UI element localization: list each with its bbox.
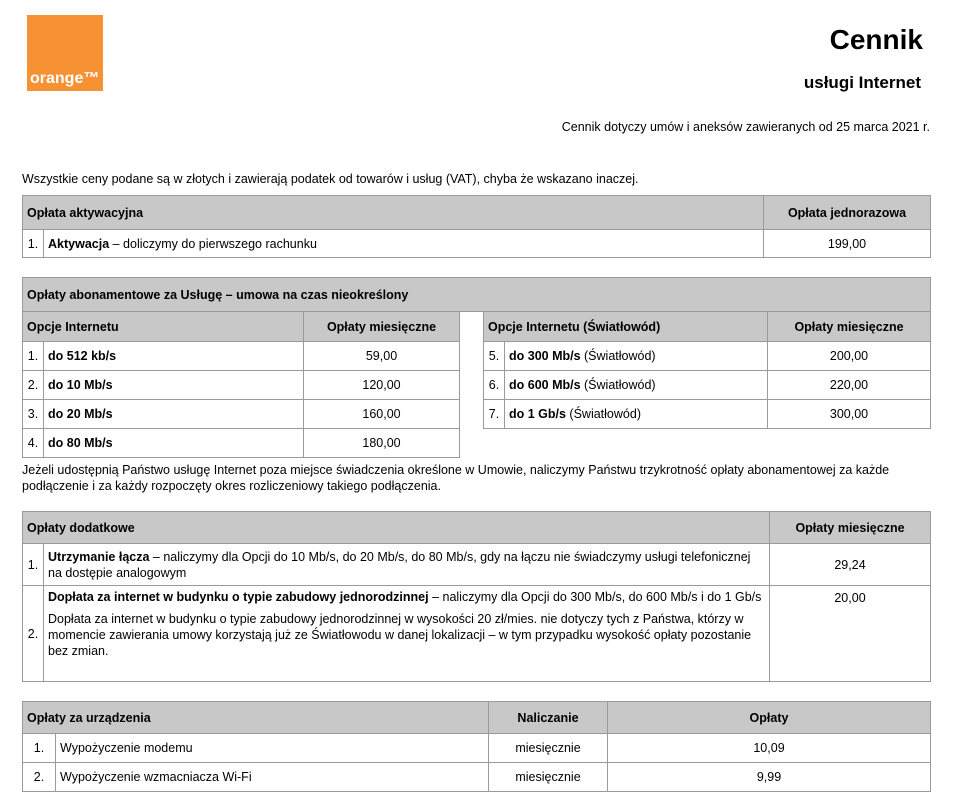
option-price: 59,00 (304, 342, 460, 371)
activation-price: 199,00 (764, 230, 931, 258)
option-name: do 10 Mb/s (44, 371, 304, 400)
device-name: Wypożyczenie wzmacniacza Wi-Fi (56, 763, 489, 792)
single-family-price: 20,00 (770, 586, 931, 682)
option-name: do 80 Mb/s (44, 429, 304, 458)
row-number: 1. (23, 230, 44, 258)
fiber-option-name: do 300 Mb/s (Światłowód) (505, 342, 768, 371)
page-title: Cennik (829, 24, 923, 55)
option-price: 120,00 (304, 371, 460, 400)
device-billing: miesięcznie (489, 734, 608, 763)
device-billing: miesięcznie (489, 763, 608, 792)
subscription-right-table (483, 311, 931, 429)
devices-table (22, 701, 931, 792)
activation-price-header: Opłata jednorazowa (764, 196, 931, 230)
fiber-option-name: do 1 Gb/s (Światłowód) (505, 400, 768, 429)
option-price: 180,00 (304, 429, 460, 458)
line-maintenance-fee: Utrzymanie łącza – naliczymy dla Opcji do 10 Mb/s, do 20 Mb/s, do 80 Mb/s, gdy na łączu nie świadczymy usługi telefonicznej na dostępie analogowym (44, 544, 770, 586)
fiber-monthly-header: Opłaty miesięczne (768, 312, 931, 342)
options-header: Opcje Internetu (23, 312, 304, 342)
row-number: 1. (23, 734, 56, 763)
vat-note: Wszystkie ceny podane są w złotych i zawierają podatek od towarów i usług (VAT), chyba że wskazano inaczej. (22, 172, 639, 186)
row-number: 6. (484, 371, 505, 400)
additional-price-header: Opłaty miesięczne (770, 512, 931, 544)
row-number: 2. (23, 763, 56, 792)
line-maintenance-price: 29,24 (770, 544, 931, 586)
row-number: 2. (23, 586, 44, 682)
orange-logo (27, 15, 103, 91)
device-price: 10,09 (608, 734, 931, 763)
devices-price-header: Opłaty (608, 702, 931, 734)
activation-row-label: Aktywacja – doliczymy do pierwszego rachunku (44, 230, 764, 258)
row-number: 3. (23, 400, 44, 429)
fiber-option-name: do 600 Mb/s (Światłowód) (505, 371, 768, 400)
logo-text: orange™ (30, 70, 100, 87)
single-family-surcharge: Dopłata za internet w budynku o typie zabudowy jednorodzinnej – naliczymy dla Opcji do 300 Mb/s, do 600 Mb/s i do 1 Gb/s Dopłata za internet w budynku o typie zabudowy jednorodzinnej w wysokości 20 zł/mies. nie dotyczy tych z Państwa, którzy w momencie zawierania umowy korzystają już ze Światłowodu w danej lokalizacji – w tym przypadku wysokość opłaty pozostanie bez zmian. (44, 586, 770, 682)
row-number: 1. (23, 544, 44, 586)
fiber-option-price: 200,00 (768, 342, 931, 371)
fiber-option-price: 300,00 (768, 400, 931, 429)
subscription-header-table (22, 277, 931, 312)
option-name: do 20 Mb/s (44, 400, 304, 429)
billing-header: Naliczanie (489, 702, 608, 734)
subscription-header: Opłaty abonamentowe za Usługę – umowa na czas nieokreślony (23, 278, 931, 312)
additional-fees-table (22, 511, 931, 682)
subscription-left-table (22, 311, 460, 458)
devices-header: Opłaty za urządzenia (23, 702, 489, 734)
monthly-header: Opłaty miesięczne (304, 312, 460, 342)
activation-header: Opłata aktywacyjna (23, 196, 764, 230)
device-name: Wypożyczenie modemu (56, 734, 489, 763)
row-number: 2. (23, 371, 44, 400)
date-note: Cennik dotyczy umów i aneksów zawieranych od 25 marca 2021 r. (561, 120, 930, 134)
row-number: 4. (23, 429, 44, 458)
device-price: 9,99 (608, 763, 931, 792)
row-number: 7. (484, 400, 505, 429)
option-price: 160,00 (304, 400, 460, 429)
row-number: 5. (484, 342, 505, 371)
page-subtitle: usługi Internet (803, 73, 921, 92)
fiber-options-header: Opcje Internetu (Światłowód) (484, 312, 768, 342)
activation-table (22, 195, 931, 258)
option-name: do 512 kb/s (44, 342, 304, 371)
multiple-location-note: Jeżeli udostępnią Państwo usługę Internet poza miejsce świadczenia określone w Umowie, naliczymy Państwu trzykrotność opłaty abonamentowej za każde podłączenie i za każdy rozpoczęty okres rozliczeniowy takiego podłączenia. (22, 463, 890, 493)
row-number: 1. (23, 342, 44, 371)
additional-header: Opłaty dodatkowe (23, 512, 770, 544)
fiber-option-price: 220,00 (768, 371, 931, 400)
